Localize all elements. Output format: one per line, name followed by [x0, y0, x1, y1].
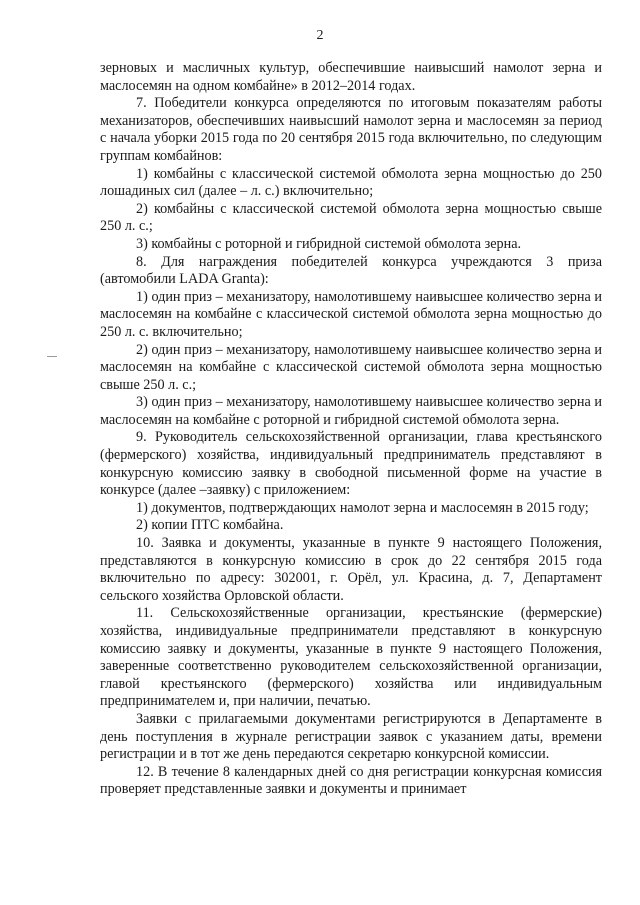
paragraph: зерновых и масличных культур, обеспечившие наивысший намолот зерна и маслосемян на одном комбайне» в 2012–2014 годах.: [100, 60, 602, 94]
paragraph: 1) один приз – механизатору, намолотившему наивысшее количество зерна и маслосемян на комбайне с классической системой обмолота зерна мощностью до 250 л. с. включительно;: [100, 288, 602, 340]
document-body: [100, 60, 602, 799]
paragraph: 8. Для награждения победителей конкурса учреждаются 3 приза (автомобили LADA Granta):: [100, 253, 602, 288]
paragraph: 7. Победители конкурса определяются по итоговым показателям работы механизаторов, обеспечивших наивысший намолот зерна и маслосемян за период с начала уборки 2015 года по 20 сентября 2015 года включительно, по следующим группам комбайнов:: [100, 95, 602, 164]
paragraph: 1) комбайны с классической системой обмолота зерна мощностью до 250 лошадиных сил (далее – л. с.) включительно;: [100, 165, 602, 200]
paragraph: 2) копии ПТС комбайна.: [136, 517, 284, 534]
paragraph: 3) комбайны с роторной и гибридной системой обмолота зерна.: [136, 235, 522, 252]
paragraph: Заявки с прилагаемыми документами регистрируются в Департаменте в день поступления в журнале регистрации заявок с указанием даты, времени регистрации и в тот же день передаются секретарю конкурсной комиссии.: [100, 710, 602, 763]
paragraph: 2) один приз – механизатору, намолотившему наивысшее количество зерна и маслосемян на комбайне с классической системой обмолота зерна мощностью свыше 250 л. с.;: [100, 341, 602, 393]
page-number: 2: [316, 28, 324, 43]
paragraph: 11. Сельскохозяйственные организации, крестьянские (фермерские) хозяйства, индивидуальные предприниматели представляют в конкурсную комиссию заявку и документы, указанные в пункте 9 настоящего Положения, заверенные соответственно руководителем сельскохозяйственной организации, главой крестьянского (фермерского) хозяйства или индивидуальным предпринимателем и, при наличии, печатью.: [100, 605, 602, 710]
paragraph: 1) документов, подтверждающих намолот зерна и маслосемян в 2015 году;: [136, 499, 589, 516]
paragraph: 2) комбайны с классической системой обмолота зерна мощностью свыше 250 л. с.;: [100, 200, 602, 235]
paragraph: 10. Заявка и документы, указанные в пункте 9 настоящего Положения, представляются в конкурсную комиссию в срок до 22 сентября 2015 года включительно по адресу: 302001, г. Орёл, ул. Красина, д. 7, Департамент сельского хозяйства Орловской области.: [100, 535, 602, 604]
paragraph: 9. Руководитель сельскохозяйственной организации, глава крестьянского (фермерского) хозяйства, индивидуальный предприниматель представляют в конкурсную комиссию заявку в свободной письменной форме на участие в конкурсе (далее –заявку) с приложением:: [100, 429, 602, 499]
scan-artifact-mark: [47, 356, 57, 357]
paragraph: 12. В течение 8 календарных дней со дня регистрации конкурсная комиссия проверяет представленные заявки и документы и принимает: [100, 763, 602, 798]
paragraph: 3) один приз – механизатору, намолотившему наивысшее количество зерна и маслосемян на комбайне с роторной и гибридной системой обмолота зерна.: [100, 394, 602, 428]
